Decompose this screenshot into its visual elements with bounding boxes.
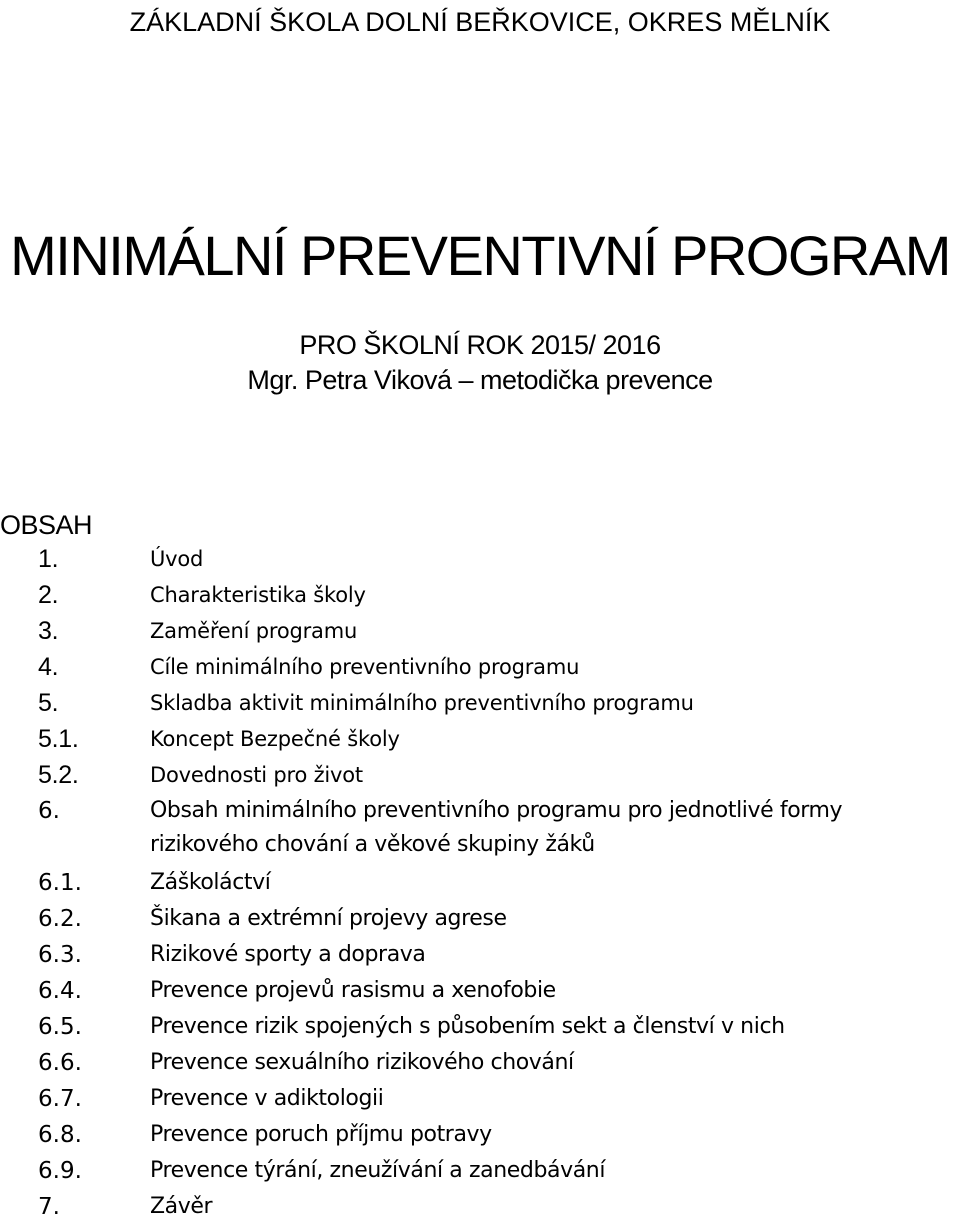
- toc-item: [0, 1154, 960, 1190]
- toc-item-number: 6.5.: [38, 1014, 82, 1040]
- toc-item-number: 6.9.: [38, 1158, 82, 1184]
- toc-item-number: 6.2.: [38, 906, 82, 932]
- toc-item-number: 5.1.: [38, 725, 79, 753]
- toc-item-title: Obsah minimálního preventivního programu pro jednotlivé formy rizikového chování a věkové skupiny žáků: [150, 798, 843, 857]
- toc-item-number: 6.7.: [38, 1086, 82, 1112]
- toc-item-number: 6.4.: [38, 978, 82, 1004]
- author-text: Mgr. Petra Viková – metodička prevence: [247, 365, 713, 395]
- toc-item-title: Prevence projevů rasismu a xenofobie: [150, 978, 556, 1003]
- toc-item: [0, 794, 960, 866]
- toc-item-title: Záškoláctví: [150, 870, 271, 895]
- toc-item: [0, 758, 960, 794]
- table-of-contents: [0, 542, 960, 1226]
- toc-item-title: Charakteristika školy: [150, 583, 366, 607]
- toc-item: [0, 866, 960, 902]
- toc-item-title: Prevence rizik spojených s působením sekt a členství v nich: [150, 1014, 785, 1039]
- toc-item-number: 5.: [38, 689, 59, 717]
- author-line: [0, 361, 960, 399]
- toc-item: [0, 974, 960, 1010]
- toc-item-number: 1.: [38, 545, 59, 573]
- toc-item: [0, 1190, 960, 1226]
- toc-item-number: 6.8.: [38, 1122, 82, 1148]
- toc-item-title: Koncept Bezpečné školy: [150, 727, 400, 751]
- toc-item: [0, 1082, 960, 1118]
- toc-item: [0, 686, 960, 722]
- toc-item-title: Cíle minimálního preventivního programu: [150, 655, 580, 679]
- toc-item-title: Prevence týrání, zneužívání a zanedbávání: [150, 1158, 606, 1183]
- toc-item: [0, 542, 960, 578]
- toc-item-number: 6.1.: [38, 870, 82, 896]
- toc-item: [0, 578, 960, 614]
- toc-item-number: 6.6.: [38, 1050, 82, 1076]
- toc-item-number: 3.: [38, 617, 59, 645]
- toc-item: [0, 1118, 960, 1154]
- toc-item-number: 6.: [38, 798, 60, 824]
- toc-item-title: Šikana a extrémní projevy agrese: [150, 906, 507, 931]
- toc-item-title: Zaměření programu: [150, 619, 358, 643]
- school-year: [0, 326, 960, 364]
- toc-item-title: Závěr: [150, 1194, 213, 1219]
- toc-item: [0, 650, 960, 686]
- toc-item: [0, 614, 960, 650]
- toc-item-number: 5.2.: [38, 761, 79, 789]
- toc-item: [0, 938, 960, 974]
- toc-item: [0, 902, 960, 938]
- toc-item: [0, 722, 960, 758]
- toc-item-number: 4.: [38, 653, 59, 681]
- toc-item-title: Dovednosti pro život: [150, 763, 363, 787]
- toc-heading: OBSAH: [0, 510, 93, 540]
- toc-item-title: Prevence v adiktologii: [150, 1086, 384, 1111]
- toc-item-title: Prevence poruch příjmu potravy: [150, 1122, 492, 1147]
- toc-item-number: 6.3.: [38, 942, 82, 968]
- toc-item-title: Skladba aktivit minimálního preventivního programu: [150, 691, 694, 715]
- toc-item-title: Úvod: [150, 547, 204, 571]
- school-year-text: PRO ŠKOLNÍ ROK 2015/ 2016: [299, 330, 661, 360]
- toc-item-number: 2.: [38, 581, 59, 609]
- toc-item-number: 7.: [38, 1194, 60, 1220]
- toc-item-title: Prevence sexuálního rizikového chování: [150, 1050, 574, 1075]
- toc-item: [0, 1010, 960, 1046]
- document-title: MINIMÁLNÍ PREVENTIVNÍ PROGRAM: [10, 224, 950, 287]
- school-name: ZÁKLADNÍ ŠKOLA DOLNÍ BEŘKOVICE, OKRES MĚLNÍK: [129, 7, 831, 37]
- toc-item: [0, 1046, 960, 1082]
- toc-item-title: Rizikové sporty a doprava: [150, 942, 426, 967]
